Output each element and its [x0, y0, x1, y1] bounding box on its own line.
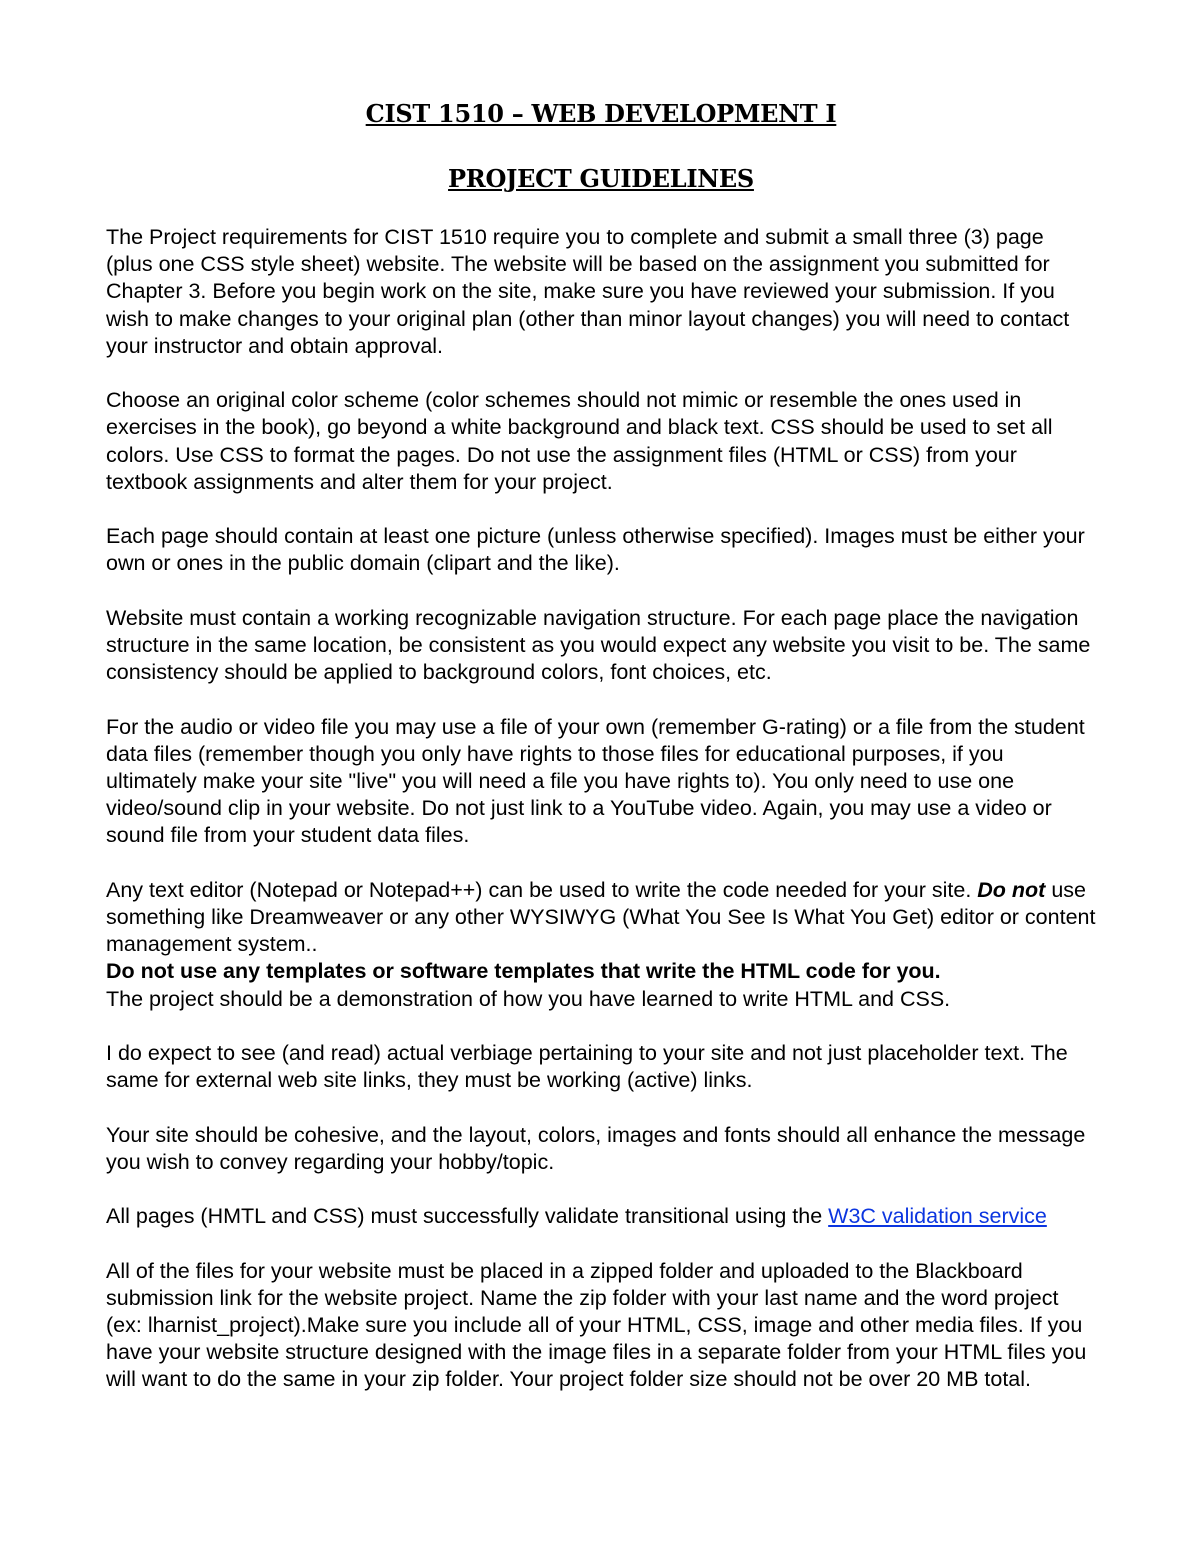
paragraph-navigation: Website must contain a working recognizable navigation structure. For each page place the navigation structure in the same location, be consistent as you would expect any website you visit to be. The same consistency should be applied to background colors, font choices, etc.	[106, 605, 1091, 685]
text-editor-text-end: use something like Dreamweaver or any other WYSIWYG (What You See Is What You Get) editor or content management system..	[106, 877, 1096, 957]
paragraph-templates-warning: Do not use any templates or software templates that write the HTML code for you.	[106, 959, 941, 984]
paragraph-verbiage: I do expect to see (and read) actual verbiage pertaining to your site and not just placeholder text. The same for external web site links, they must be working (active) links.	[106, 1041, 1068, 1093]
text-editor-text: Any text editor (Notepad or Notepad++) can be used to write the code needed for your site.	[106, 877, 978, 902]
paragraph-validation	[106, 1203, 1096, 1230]
paragraph-audio-video: For the audio or video file you may use a file of your own (remember G-rating) or a file from the student data files (remember though you only have rights to those files for educational purposes, if you ultimately make your site "live" you will need a file you have rights to). You only need to use one video/sound clip in your website. Do not just link to a YouTube video. Again, you may use a video or sound file from your student data files.	[106, 714, 1085, 848]
paragraph-cohesive: Your site should be cohesive, and the layout, colors, images and fonts should all enhance the message you wish to convey regarding your hobby/topic.	[106, 1122, 1086, 1174]
text-editor-emphasis: Do not	[977, 877, 1046, 902]
paragraph-submission: All of the files for your website must be placed in a zipped folder and uploaded to the Blackboard submission link for the website project. Name the zip folder with your last name and the word project (ex: lharnist_project).Make sure you include all of your HTML, CSS, image and other media files. If you have your website structure designed with the image files in a separate folder from your HTML files you will want to do the same in your zip folder. Your project folder size should not be over 20 MB total.	[106, 1258, 1087, 1392]
validation-text: All pages (HMTL and CSS) must successfully validate transitional using the	[106, 1204, 829, 1229]
document-title: CIST 1510 – WEB DEVELOPMENT I	[365, 99, 837, 128]
paragraph-requirements: The Project requirements for CIST 1510 require you to complete and submit a small three (3) page (plus one CSS style sheet) website. The website will be based on the assignment you submitted for Chapter 3. Before you begin work on the site, make sure you have reviewed your submission. If you wish to make changes to your original plan (other than minor layout changes) you will need to contact your instructor and obtain approval.	[106, 225, 1070, 358]
paragraph-demonstration: The project should be a demonstration of how you have learned to write HTML and CSS.	[106, 986, 951, 1011]
paragraph-color-scheme: Choose an original color scheme (color schemes should not mimic or resemble the ones used in exercises in the book), go beyond a white background and black text. CSS should be used to set all colors. Use CSS to format the pages. Do not use the assignment files (HTML or CSS) from your textbook assignments and alter them for your project.	[106, 388, 1053, 494]
w3c-validation-link[interactable]: W3C validation service	[828, 1204, 1047, 1229]
document-subtitle: PROJECT GUIDELINES	[448, 164, 754, 193]
paragraph-pictures: Each page should contain at least one picture (unless otherwise specified). Images must be either your own or ones in the public domain (clipart and the like).	[106, 524, 1085, 576]
paragraph-text-editor	[106, 877, 1096, 959]
document-page	[106, 98, 1096, 1421]
